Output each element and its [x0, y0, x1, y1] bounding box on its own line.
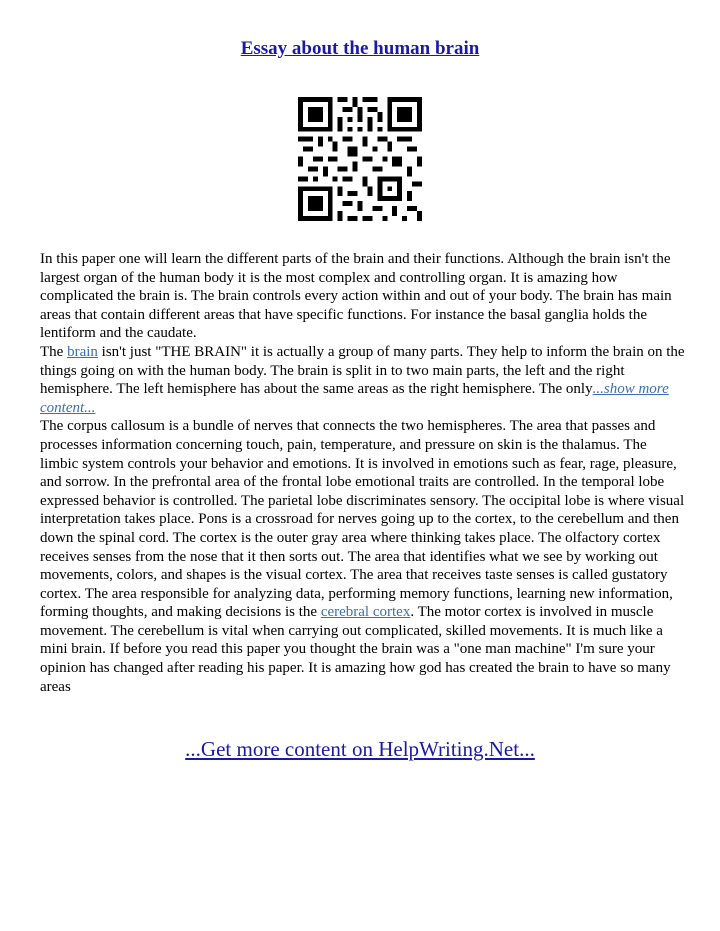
essay-body	[40, 250, 685, 696]
paragraph-3-text-start: The corpus callosum is a bundle of nerves that connects the two hemispheres. The area that passes and processes information concerning touch, pain, temperature, and pressure on skin is the thalamus. The limbic system controls your behavior and emotions. It is involved in emotions such as fear, rage, pleasure, and sorrow. In the prefrontal area of the frontal lobe emotional traits are controlled. In the temporal lobe expressed behavior is controlled. The parietal lobe discriminates sensory. The occipital lobe is where visual interpretation takes place. Pons is a crossroad for nerves going up to the cortex, to the cerebellum and then down the spinal cord. The cortex is the outer gray area where thinking takes place. The olfactory cortex receives senses from the nose that it then sorts out. The area that identifies what we see by working out movements, colors, and shapes is the visual cortex. The area that receives taste senses is called gustatory cortex. The area responsible for analyzing data, performing memory functions, learning new information, forming thoughts, and making decisions is the	[40, 418, 685, 621]
show-more-link[interactable]: ...show more content...	[40, 381, 669, 416]
paragraph-1: In this paper one will learn the different parts of the brain and their functions. Although the brain isn't the largest organ of the human body it is the most complex and controlling organ. It is amazing how complicated the brain is. The brain controls every action within and out of your body. The brain has main areas that contain different areas that have specific functions. For instance the basal ganglia holds the lentiform and the caudate.	[40, 251, 672, 342]
get-more-content-link[interactable]: ...Get more content on HelpWriting.Net...	[185, 737, 535, 761]
cerebral-cortex-link[interactable]: cerebral cortex	[320, 604, 411, 621]
page-title	[0, 38, 720, 60]
get-more-content	[0, 737, 720, 762]
paragraph-2-text-start: The	[40, 343, 68, 360]
paragraph-3	[40, 417, 685, 696]
paragraph-2-text-end: isn't just "THE BRAIN" it is actually a group of many parts. They help to inform the brain on the things going on with the human body. The brain is split in to two main parts, the left and the right hemisphere. The left hemisphere has about the same areas as the right hemisphere. The only	[40, 343, 685, 398]
title-link[interactable]: Essay about the human brain	[240, 38, 480, 59]
paragraph-2	[40, 343, 685, 417]
brain-link[interactable]: brain	[67, 343, 98, 360]
paragraph-3-text-end: . The motor cortex is involved in muscle movement. The cerebellum is vital when carrying out complicated, skilled movements. It is much like a mini brain. If before you read this paper you thought the brain was a "one man machine" I'm sure your opinion has changed after reading his paper. It is amazing how god has created the brain to have so many areas	[40, 604, 671, 695]
qr-code-icon	[298, 97, 422, 221]
